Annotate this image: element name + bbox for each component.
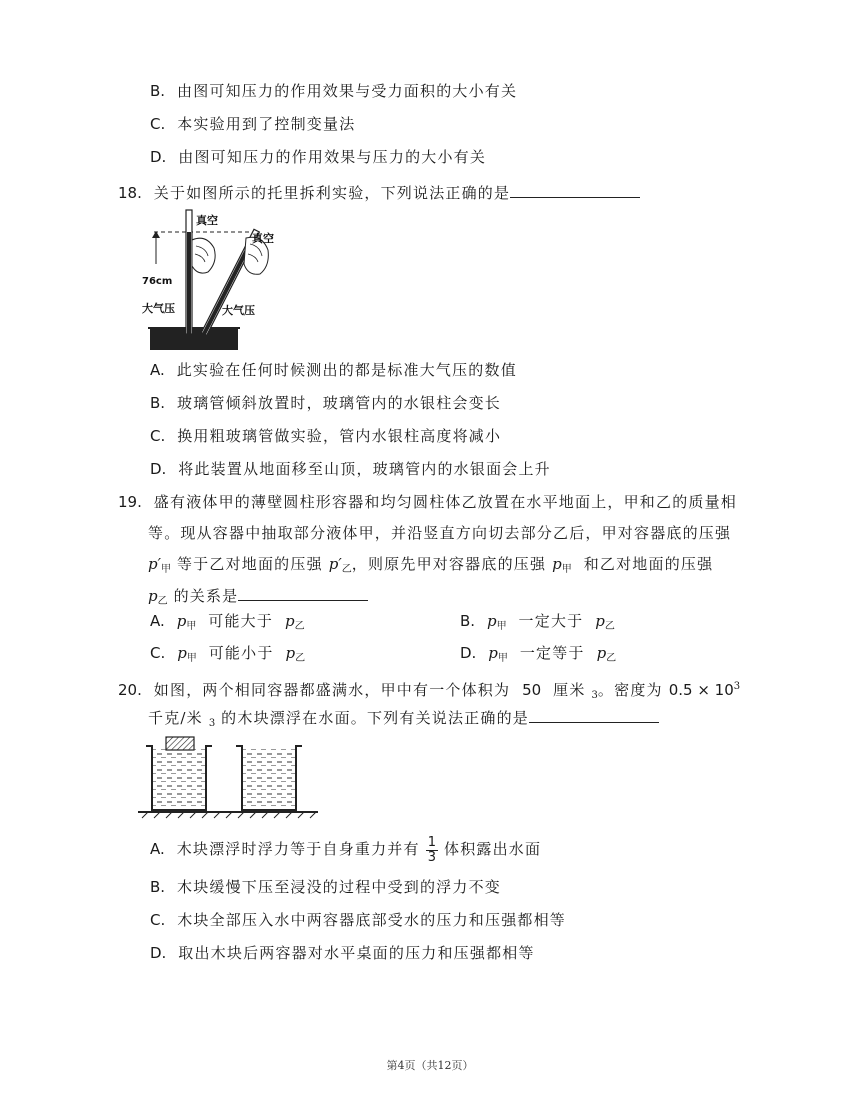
answer-blank [529, 706, 659, 723]
q17-option-b: B. 由图可知压力的作用效果与受力面积的大小有关 [150, 82, 518, 100]
vacuum-label-left: 真空 [196, 214, 218, 227]
q19-line2: 等。现从容器中抽取部分液体甲，并沿竖直方向切去部分乙后，甲对容器底的压强 [148, 524, 732, 542]
q18-option-b: B. 玻璃管倾斜放置时，玻璃管内的水银柱会变长 [150, 394, 502, 412]
pressure-label-left: 大气压 [142, 302, 175, 315]
q19-line4: $p_乙$ 的关系是 [148, 584, 368, 613]
q19-line1: 19. 盛有液体甲的薄壁圆柱形容器和均匀圆柱体乙放置在水平地面上，甲和乙的质量相 [118, 493, 738, 511]
page-footer: 第4页（共12页） [386, 1059, 474, 1072]
torricelli-figure [138, 206, 288, 354]
water-right [243, 748, 295, 809]
q20-line2: 千克/米 $_3$ 的木块漂浮在水面。下列有关说法正确的是 [148, 706, 659, 735]
pressure-label-right: 大气压 [222, 304, 255, 317]
answer-blank [510, 181, 640, 198]
q18-option-d: D. 将此装置从地面移至山顶，玻璃管内的水银面会上升 [150, 460, 551, 478]
fraction-one-third: $\frac{1}{3}$ [427, 834, 436, 865]
q18-option-a: A. 此实验在任何时候测出的都是标准大气压的数值 [150, 361, 517, 379]
q20-line1: 20. 如图，两个相同容器都盛满水，甲中有一个体积为 50 厘米 $_3$。密度为 $0.5 \times 10^3$ [118, 681, 741, 701]
q19-option-c: C. $p_甲$ 可能小于 $p_乙$ [150, 644, 306, 664]
q20-option-b: B. 木块缓慢下压至浸没的过程中受到的浮力不变 [150, 878, 502, 896]
mercury-basin [150, 328, 238, 350]
q20-option-a: A. 木块漂浮时浮力等于自身重力并有 $\frac{1}{3}$ 体积露出水面 [150, 834, 542, 865]
q19-option-d: D. $p_甲$ 一定等于 $p_乙$ [460, 644, 617, 664]
q18-option-c: C. 换用粗玻璃管做实验，管内水银柱高度将减小 [150, 427, 502, 445]
height-label: 76cm [142, 276, 173, 287]
q18-stem: 18. 关于如图所示的托里拆利实验，下列说法正确的是 [118, 181, 640, 204]
water-left [153, 748, 205, 809]
q17-option-c: C. 本实验用到了控制变量法 [150, 115, 356, 133]
q19-line3: $p'_甲$ 等于乙对地面的压强 $p'_乙$，则原先甲对容器底的压强 $p_甲$ 和乙对地面的压强 [148, 555, 714, 575]
vacuum-label-right: 真空 [252, 232, 274, 245]
q19-option-a: A. $p_甲$ 可能大于 $p_乙$ [150, 612, 305, 632]
wooden-block [166, 737, 194, 750]
q19-option-b: B. $p_甲$ 一定大于 $p_乙$ [460, 612, 615, 632]
containers-figure [136, 734, 320, 820]
q20-option-c: C. 木块全部压入水中两容器底部受水的压力和压强都相等 [150, 911, 566, 929]
answer-blank [238, 584, 368, 601]
q17-option-d: D. 由图可知压力的作用效果与压力的大小有关 [150, 148, 487, 166]
q20-option-d: D. 取出木块后两容器对水平桌面的压力和压强都相等 [150, 944, 535, 962]
left-hand [192, 238, 215, 273]
